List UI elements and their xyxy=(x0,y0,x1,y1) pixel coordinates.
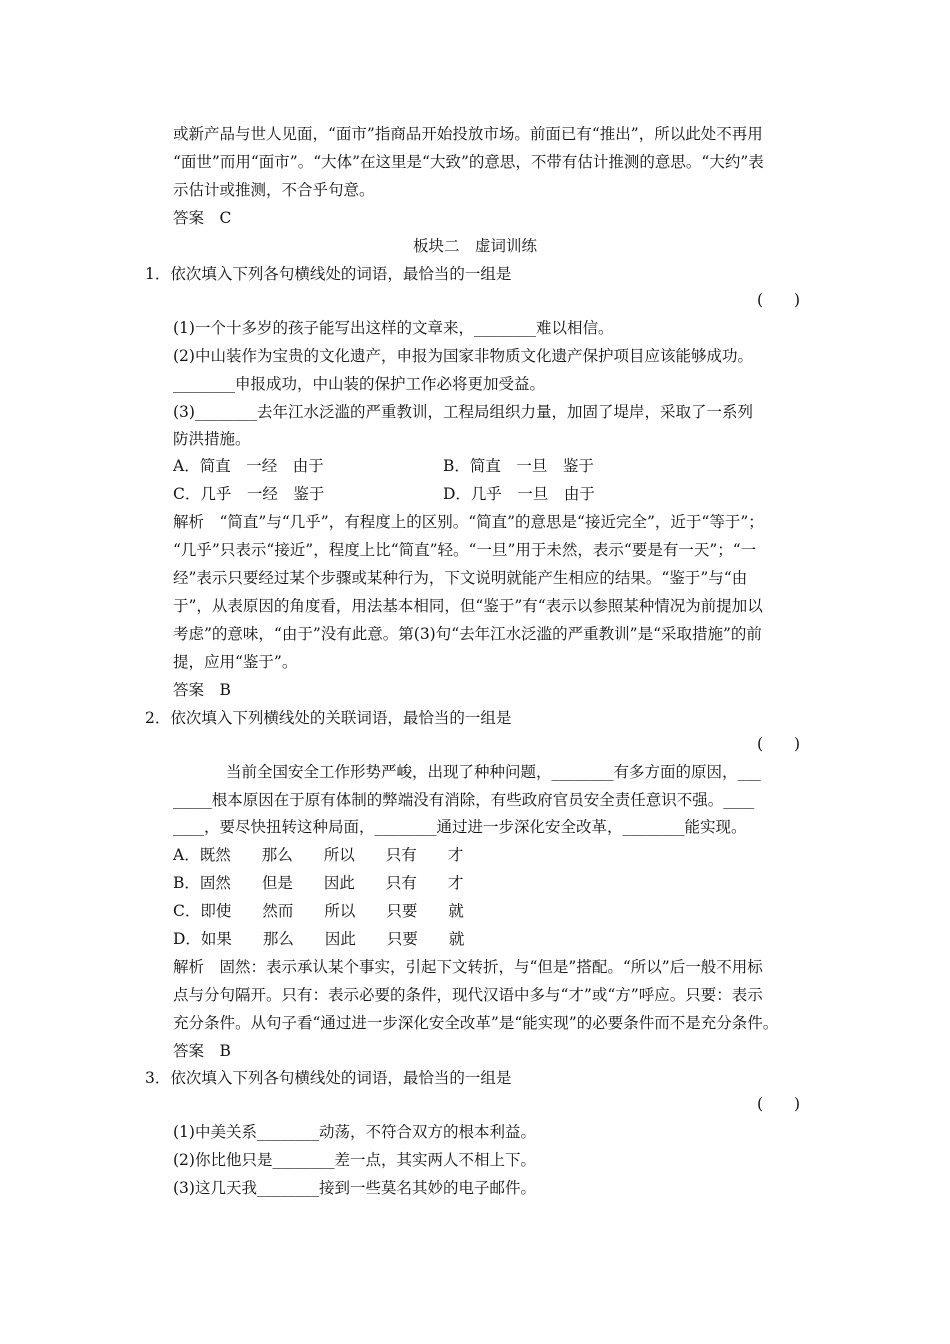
intro-line-2: “面世”而用“面市”。“大体”在这里是“大致”的意思，不带有估计推测的意思。“大约”表 xyxy=(173,153,764,171)
intro-line-1: 或新产品与世人见面，“面市”指商品开始投放市场。前面已有“推出”，所以此处不再用 xyxy=(173,125,763,143)
section-title: 板块二 虚词训练 xyxy=(412,237,537,255)
q1-sentence-3a: (3)________去年江水泛滥的严重教训，工程局组织力量，加固了堤岸，采取了一系列 xyxy=(173,403,753,421)
q1-option-b: B．简直 一旦 鉴于 xyxy=(443,457,594,475)
q1-explanation-2: “几乎”只表示“接近”，程度上比“简直”轻。“一旦”用于未然，表示“要是有一天”；“一 xyxy=(173,541,757,559)
q1-option-a: A．简直 一经 由于 xyxy=(173,457,324,475)
q2-answer: 答案 B xyxy=(173,1042,231,1060)
q2-passage-3: ____，要尽快扭转这种局面，________通过进一步深化安全改革，________能实现。 xyxy=(173,818,747,836)
q1-stem: 1．依次填入下列各句横线处的词语，最恰当的一组是 xyxy=(145,265,512,283)
q1-answer-paren: ( ) xyxy=(757,291,801,309)
q2-option-a: A．既然 那么 所以 只有 才 xyxy=(173,846,464,864)
q3-sentence-2: (2)你比他只是________差一点，其实两人不相上下。 xyxy=(173,1151,536,1169)
q3-sentence-1: (1)中美关系________动荡，不符合双方的根本利益。 xyxy=(173,1123,536,1141)
q1-explanation-3: 经”表示只要经过某个步骤或某种行为，下文说明就能产生相应的结果。“鉴于”与“由 xyxy=(173,569,748,587)
q1-option-c: C．几乎 一经 鉴于 xyxy=(173,485,325,503)
q2-passage-1: 当前全国安全工作形势严峻，出现了种种问题，________有多方面的原因，___ xyxy=(226,763,761,781)
q2-passage-2: _____根本原因在于原有体制的弊端没有消除，有些政府官员安全责任意识不强。____ xyxy=(173,791,755,809)
q1-sentence-2a: (2)中山装作为宝贵的文化遗产，申报为国家非物质文化遗产保护项目应该能够成功。 xyxy=(173,347,753,365)
q2-answer-paren: ( ) xyxy=(757,735,801,753)
q3-stem: 3．依次填入下列各句横线处的词语，最恰当的一组是 xyxy=(145,1069,512,1087)
q1-sentence-1: (1)一个十多岁的孩子能写出这样的文章来，________难以相信。 xyxy=(173,319,614,337)
q1-explanation-1: 解析 “简直”与“几乎”，有程度上的区别。“简直”的意思是“接近完全”，近于“等于”； xyxy=(173,513,764,531)
q2-option-b: B．固然 但是 因此 只有 才 xyxy=(173,874,464,892)
q1-explanation-6: 提，应用“鉴于”。 xyxy=(173,653,298,671)
q3-answer-paren: ( ) xyxy=(757,1095,801,1113)
q1-answer: 答案 B xyxy=(173,681,231,699)
q1-explanation-4: 于”，从表原因的角度看，用法基本相同，但“鉴于”有“表示以参照某种情况为前提加以 xyxy=(173,597,763,615)
intro-answer: 答案 C xyxy=(173,209,232,227)
q1-sentence-2b: ________申报成功，中山装的保护工作必将更加受益。 xyxy=(173,375,546,393)
q2-option-d: D．如果 那么 因此 只要 就 xyxy=(173,930,465,948)
q2-option-c: C．即使 然而 所以 只要 就 xyxy=(173,902,464,920)
q2-explanation-1: 解析 固然：表示承认某个事实，引起下文转折，与“但是”搭配。“所以”后一般不用标 xyxy=(173,958,763,976)
q3-sentence-3: (3)这几天我________接到一些莫名其妙的电子邮件。 xyxy=(173,1179,536,1197)
q1-sentence-3b: 防洪措施。 xyxy=(173,430,251,448)
q2-explanation-3: 充分条件。从句子看“通过进一步深化安全改革”是“能实现”的必要条件而不是充分条件。 xyxy=(173,1014,779,1032)
q2-stem: 2．依次填入下列横线处的关联词语，最恰当的一组是 xyxy=(145,709,512,727)
q1-option-d: D．几乎 一旦 由于 xyxy=(443,485,595,503)
intro-line-3: 示估计或推测，不合乎句意。 xyxy=(173,181,375,199)
q2-explanation-2: 点与分句隔开。只有：表示必要的条件，现代汉语中多与“才”或“方”呼应。只要：表示 xyxy=(173,986,763,1004)
q1-explanation-5: 考虑”的意味，“由于”没有此意。第(3)句“去年江水泛滥的严重教训”是“采取措施”的前 xyxy=(173,625,762,643)
